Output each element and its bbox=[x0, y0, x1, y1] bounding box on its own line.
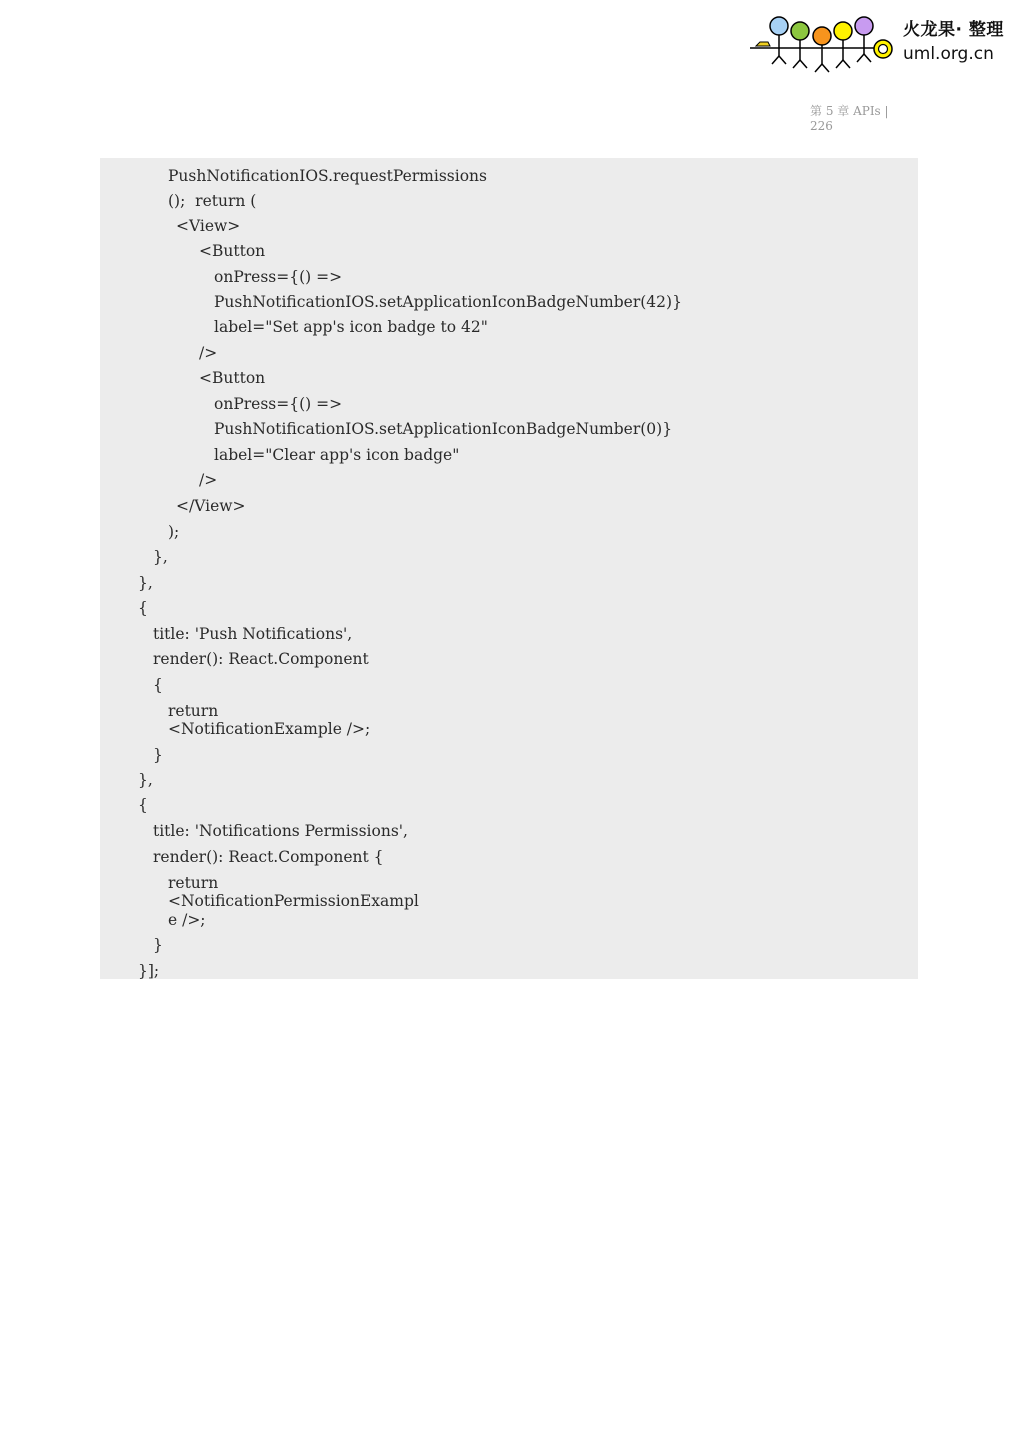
code-line: e />; bbox=[168, 911, 206, 929]
code-line: ); bbox=[168, 523, 180, 541]
code-line: /> bbox=[199, 344, 218, 362]
logo-text bbox=[903, 18, 1004, 66]
code-line: /> bbox=[199, 471, 218, 489]
code-line: onPress={() => bbox=[214, 268, 343, 286]
code-line: } bbox=[153, 936, 163, 954]
code-line: { bbox=[138, 796, 148, 814]
code-line: { bbox=[153, 676, 163, 694]
code-line: }, bbox=[138, 574, 153, 592]
code-line: <Button bbox=[199, 242, 266, 260]
site-logo bbox=[748, 12, 898, 78]
code-line: } bbox=[153, 746, 163, 764]
chapter-title: 第 5 章 APIs | bbox=[810, 104, 889, 118]
code-line: render(): React.Component bbox=[153, 650, 369, 668]
code-line: onPress={() => bbox=[214, 395, 343, 413]
code-line: PushNotificationIOS.setApplicationIconBadgeNumber(42)} bbox=[214, 293, 682, 311]
code-line: label="Set app's icon badge to 42" bbox=[214, 318, 488, 336]
code-line: { bbox=[138, 599, 148, 617]
code-line: title: 'Push Notifications', bbox=[153, 625, 353, 643]
code-line: (); return ( bbox=[168, 192, 257, 210]
code-line: return bbox=[168, 874, 219, 892]
code-line: return bbox=[168, 702, 219, 720]
logo-chinese-name: 火龙果· 整理 bbox=[903, 20, 1004, 40]
page-number: 226 bbox=[810, 119, 833, 133]
code-line: }, bbox=[138, 771, 153, 789]
code-line: </View> bbox=[176, 497, 246, 515]
code-line: }]; bbox=[138, 962, 160, 980]
stick-figures-logo-icon bbox=[748, 12, 898, 78]
code-line: label="Clear app's icon badge" bbox=[214, 446, 460, 464]
code-line: PushNotificationIOS.setApplicationIconBadgeNumber(0)} bbox=[214, 420, 673, 438]
code-line: render(): React.Component { bbox=[153, 848, 384, 866]
code-line: }, bbox=[153, 548, 168, 566]
code-line: PushNotificationIOS.requestPermissions bbox=[168, 167, 487, 185]
code-line: <NotificationPermissionExampl bbox=[168, 892, 419, 910]
code-block bbox=[100, 158, 918, 979]
code-line: title: 'Notifications Permissions', bbox=[153, 822, 408, 840]
code-line: <NotificationExample />; bbox=[168, 720, 371, 738]
logo-url: uml.org.cn bbox=[903, 44, 994, 64]
running-header bbox=[810, 104, 920, 134]
code-line: <Button bbox=[199, 369, 266, 387]
code-line: <View> bbox=[176, 217, 241, 235]
